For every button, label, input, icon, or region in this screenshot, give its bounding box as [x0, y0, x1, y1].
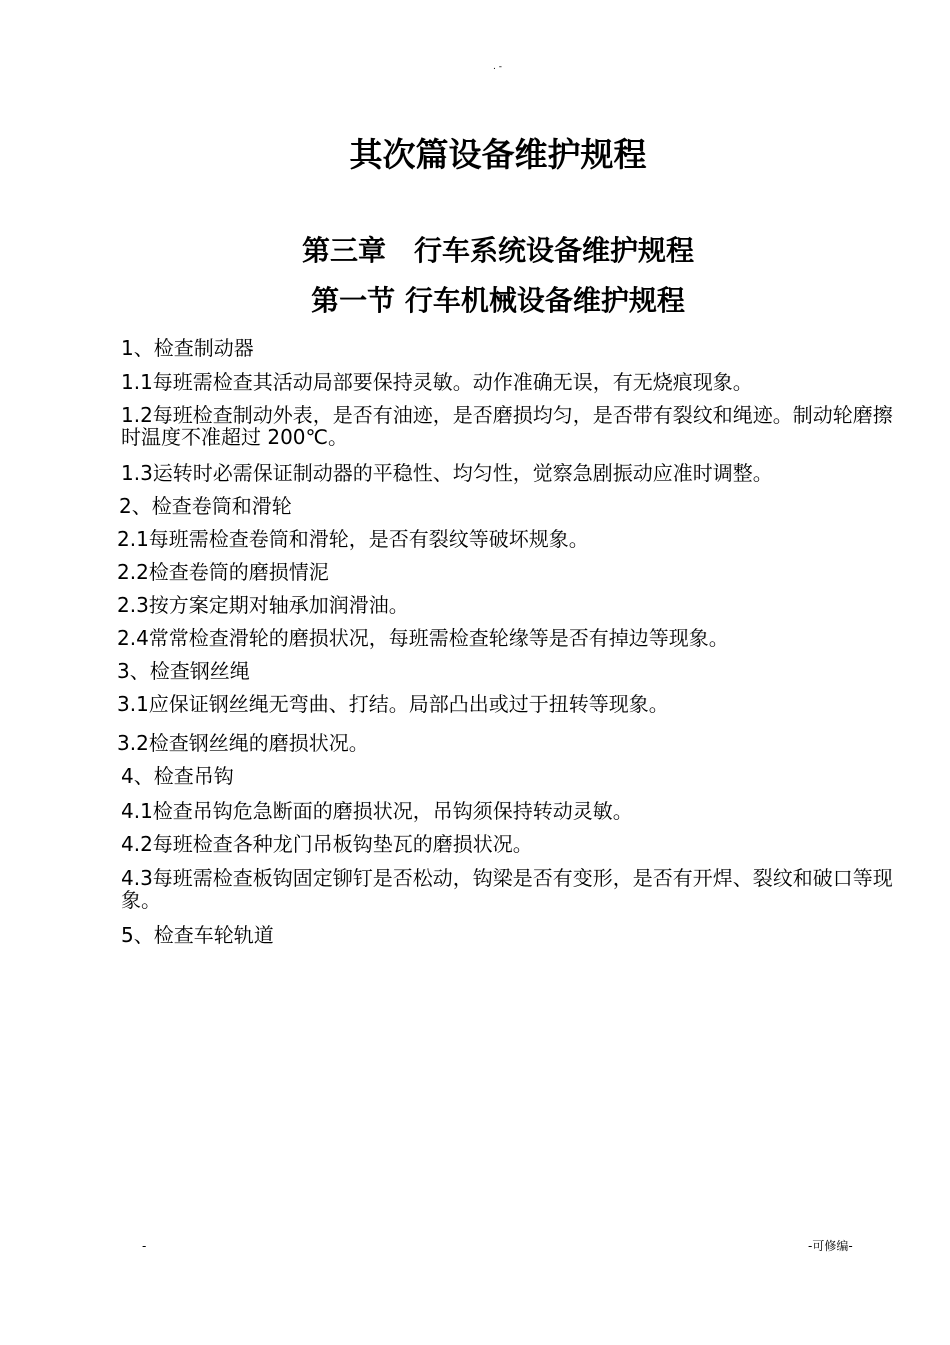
document-title: 其次篇设备维护规程: [349, 135, 647, 174]
list-item: 2、检查卷筒和滑轮: [119, 494, 292, 518]
list-item: 4.2每班检查各种龙门吊板钩垫瓦的磨损状况。: [121, 832, 533, 856]
list-item: 3.1应保证钢丝绳无弯曲、打结。局部凸出或过于扭转等现象。: [117, 692, 669, 716]
footer-left-mark: -: [142, 1239, 147, 1253]
list-item: 1、检查制动器: [121, 336, 254, 360]
list-item: 1.2每班检查制动外表，是否有油迹，是否磨损均匀，是否带有裂纹和绳迹。制动轮磨擦时温度不准超过 200℃。: [121, 403, 893, 449]
list-item: 2.3按方案定期对轴承加润滑油。: [117, 593, 409, 617]
list-item: 3、检查钢丝绳: [117, 659, 250, 683]
list-item: 4、检查吊钩: [121, 764, 234, 788]
list-item: 2.4常常检查滑轮的磨损状况，每班需检查轮缘等是否有掉边等现象。: [117, 626, 729, 650]
list-item: 2.2检查卷筒的磨损情泥: [117, 560, 329, 584]
list-item: 4.1检查吊钩危急断面的磨损状况，吊钩须保持转动灵敏。: [121, 799, 633, 823]
list-item: 5、检查车轮轨道: [121, 923, 274, 947]
list-item: 4.3每班需检查板钩固定铆钉是否松动，钩梁是否有变形，是否有开焊、裂纹和破口等现象。: [121, 866, 893, 912]
chapter-heading: 第三章 行车系统设备维护规程: [301, 234, 694, 267]
list-item: 1.1每班需检查其活动局部要保持灵敏。动作准确无误，有无烧痕现象。: [121, 370, 753, 394]
list-item: 1.3运转时必需保证制动器的平稳性、均匀性，觉察急剧振动应准时调整。: [121, 461, 773, 485]
header-mark: . -: [493, 62, 502, 72]
footer-note: -可修编-: [808, 1239, 853, 1253]
list-item: 3.2检查钢丝绳的磨损状况。: [117, 731, 369, 755]
list-item: 2.1每班需检查卷筒和滑轮，是否有裂纹等破坏规象。: [117, 527, 589, 551]
section-heading: 第一节 行车机械设备维护规程: [311, 284, 685, 317]
